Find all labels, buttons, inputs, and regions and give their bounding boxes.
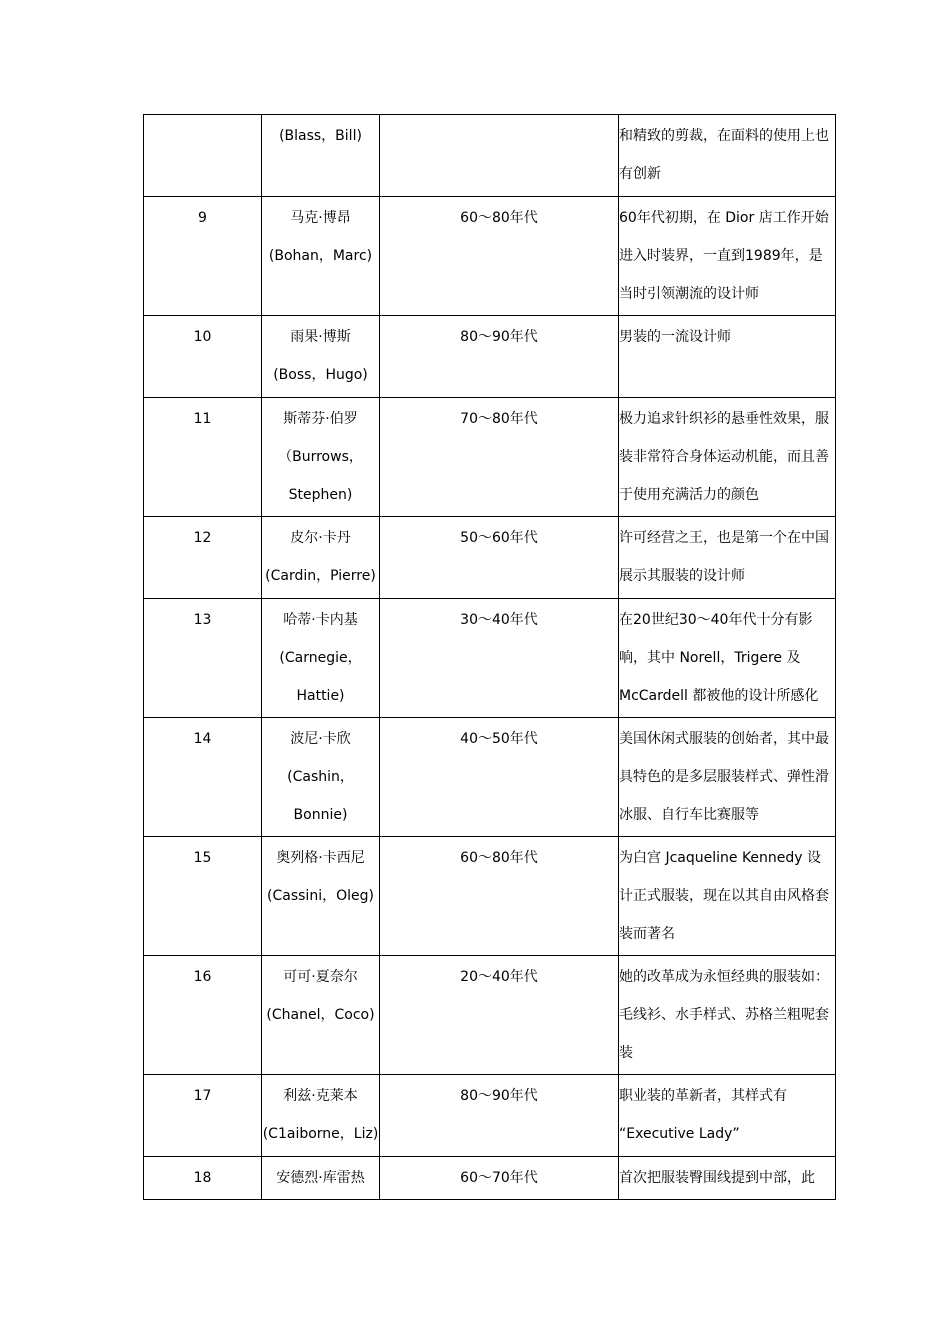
row-number-cell: 14	[144, 718, 262, 837]
description-cell	[619, 398, 836, 517]
designer-name-cell	[262, 197, 380, 316]
designer-name-line: （Burrows，	[278, 449, 363, 465]
description-line: 男装的一流设计师	[619, 329, 731, 345]
era-cell: 50～60年代	[380, 517, 619, 599]
description-line: 于使用充满活力的颜色	[619, 487, 759, 503]
description-line: 毛线衫、水手样式、苏格兰粗呢套	[619, 1007, 829, 1023]
designer-name-cell	[262, 1075, 380, 1157]
designer-name-line: Bonnie)	[293, 807, 348, 823]
description-line: 冰服、自行车比赛服等	[619, 807, 759, 823]
description-line: 60年代初期，在 Dior 店工作开始	[619, 210, 829, 226]
description-line: 装非常符合身体运动机能，而且善	[619, 449, 829, 465]
description-cell	[619, 197, 836, 316]
row-number-cell: 12	[144, 517, 262, 599]
designer-name-line: 奥列格·卡西尼	[276, 850, 365, 866]
description-line: “Executive Lady”	[619, 1126, 740, 1142]
era-cell: 80～90年代	[380, 1075, 619, 1157]
table-row	[144, 956, 836, 1075]
description-line: 展示其服装的设计师	[619, 568, 745, 584]
designer-name-line: 利兹·克莱本	[283, 1088, 358, 1104]
designer-name-line: 马克·博昂	[290, 210, 351, 226]
description-line: 许可经营之王，也是第一个在中国	[619, 530, 829, 546]
description-line: 职业装的革新者，其样式有	[619, 1088, 787, 1104]
designer-name-line: 波尼·卡欣	[290, 731, 351, 747]
description-line: 响，其中 Norell，Trigere 及	[619, 650, 801, 666]
description-line: 美国休闲式服装的创始者，其中最	[619, 731, 829, 747]
table-row	[144, 1157, 836, 1200]
designer-name-cell	[262, 718, 380, 837]
description-line: 首次把服装臀围线提到中部，此	[619, 1170, 815, 1186]
designer-name-line: 安德烈·库雷热	[276, 1170, 365, 1186]
description-line: 计正式服装，现在以其自由风格套	[619, 888, 829, 904]
designer-name-cell	[262, 398, 380, 517]
row-number-cell: 10	[144, 316, 262, 398]
row-number-cell: 13	[144, 599, 262, 718]
table-row	[144, 517, 836, 599]
designer-name-cell	[262, 599, 380, 718]
designer-name-line: 哈蒂·卡内基	[283, 612, 358, 628]
designer-name-line: (Cardin，Pierre)	[265, 568, 376, 584]
era-cell: 20～40年代	[380, 956, 619, 1075]
description-cell	[619, 599, 836, 718]
designer-name-cell	[262, 316, 380, 398]
table-row	[144, 837, 836, 956]
table-row	[144, 1075, 836, 1157]
row-number-cell: 11	[144, 398, 262, 517]
row-number-cell: 9	[144, 197, 262, 316]
era-cell: 60～80年代	[380, 197, 619, 316]
designer-name-cell	[262, 837, 380, 956]
description-line: 在20世纪30～40年代十分有影	[619, 612, 813, 628]
era-cell: 30～40年代	[380, 599, 619, 718]
table-row	[144, 718, 836, 837]
table-row	[144, 316, 836, 398]
designer-name-line: 斯蒂芬·伯罗	[283, 411, 358, 427]
description-cell	[619, 837, 836, 956]
designer-name-cell	[262, 956, 380, 1075]
era-cell	[380, 115, 619, 197]
era-cell: 80～90年代	[380, 316, 619, 398]
designer-name-line: 皮尔·卡丹	[290, 530, 351, 546]
row-number-cell: 15	[144, 837, 262, 956]
designer-name-line: Stephen)	[288, 487, 353, 503]
description-cell	[619, 115, 836, 197]
description-cell	[619, 956, 836, 1075]
description-line: 装	[619, 1045, 633, 1061]
designer-name-line: (Cashin，	[287, 769, 354, 785]
era-cell: 60～70年代	[380, 1157, 619, 1200]
description-cell	[619, 1075, 836, 1157]
designer-table	[143, 114, 836, 1200]
designer-name-line: Hattie)	[296, 688, 345, 704]
table-row	[144, 599, 836, 718]
row-number-cell	[144, 115, 262, 197]
designer-name-line: 雨果·博斯	[290, 329, 351, 345]
description-line: 极力追求针织衫的悬垂性效果，服	[619, 411, 829, 427]
description-line: 她的改革成为永恒经典的服装如：	[619, 969, 829, 985]
row-number-cell: 16	[144, 956, 262, 1075]
era-cell: 40～50年代	[380, 718, 619, 837]
table-row	[144, 398, 836, 517]
era-cell: 60～80年代	[380, 837, 619, 956]
designer-name-line: (Blass，Bill)	[279, 128, 362, 144]
designer-name-line: (Bohan，Marc)	[268, 248, 373, 264]
description-line: 具特色的是多层服装样式、弹性滑	[619, 769, 829, 785]
designer-name-line: (C1aiborne，Liz)	[262, 1126, 379, 1142]
description-line: 和精致的剪裁，在面料的使用上也	[619, 128, 829, 144]
era-cell: 70～80年代	[380, 398, 619, 517]
designer-name-line: (Carnegie，	[279, 650, 362, 666]
designer-name-cell	[262, 115, 380, 197]
description-cell	[619, 718, 836, 837]
description-line: 进入时装界，一直到1989年，是	[619, 248, 823, 264]
designer-table-body	[144, 115, 836, 1200]
description-line: 为白宫 Jcaqueline Kennedy 设	[619, 850, 822, 866]
designer-name-line: (Chanel，Coco)	[266, 1007, 375, 1023]
description-cell	[619, 517, 836, 599]
row-number-cell: 18	[144, 1157, 262, 1200]
description-cell	[619, 1157, 836, 1200]
designer-name-line: (Cassini，Oleg)	[267, 888, 374, 904]
table-row	[144, 115, 836, 197]
description-line: 当时引领潮流的设计师	[619, 286, 759, 302]
designer-name-cell	[262, 517, 380, 599]
designer-name-line: (Boss，Hugo)	[273, 367, 368, 383]
description-line: 有创新	[619, 166, 661, 182]
designer-name-cell	[262, 1157, 380, 1200]
description-cell	[619, 316, 836, 398]
table-row	[144, 197, 836, 316]
description-line: McCardell 都被他的设计所感化	[619, 688, 819, 704]
row-number-cell: 17	[144, 1075, 262, 1157]
designer-name-line: 可可·夏奈尔	[283, 969, 358, 985]
description-line: 装而著名	[619, 926, 675, 942]
